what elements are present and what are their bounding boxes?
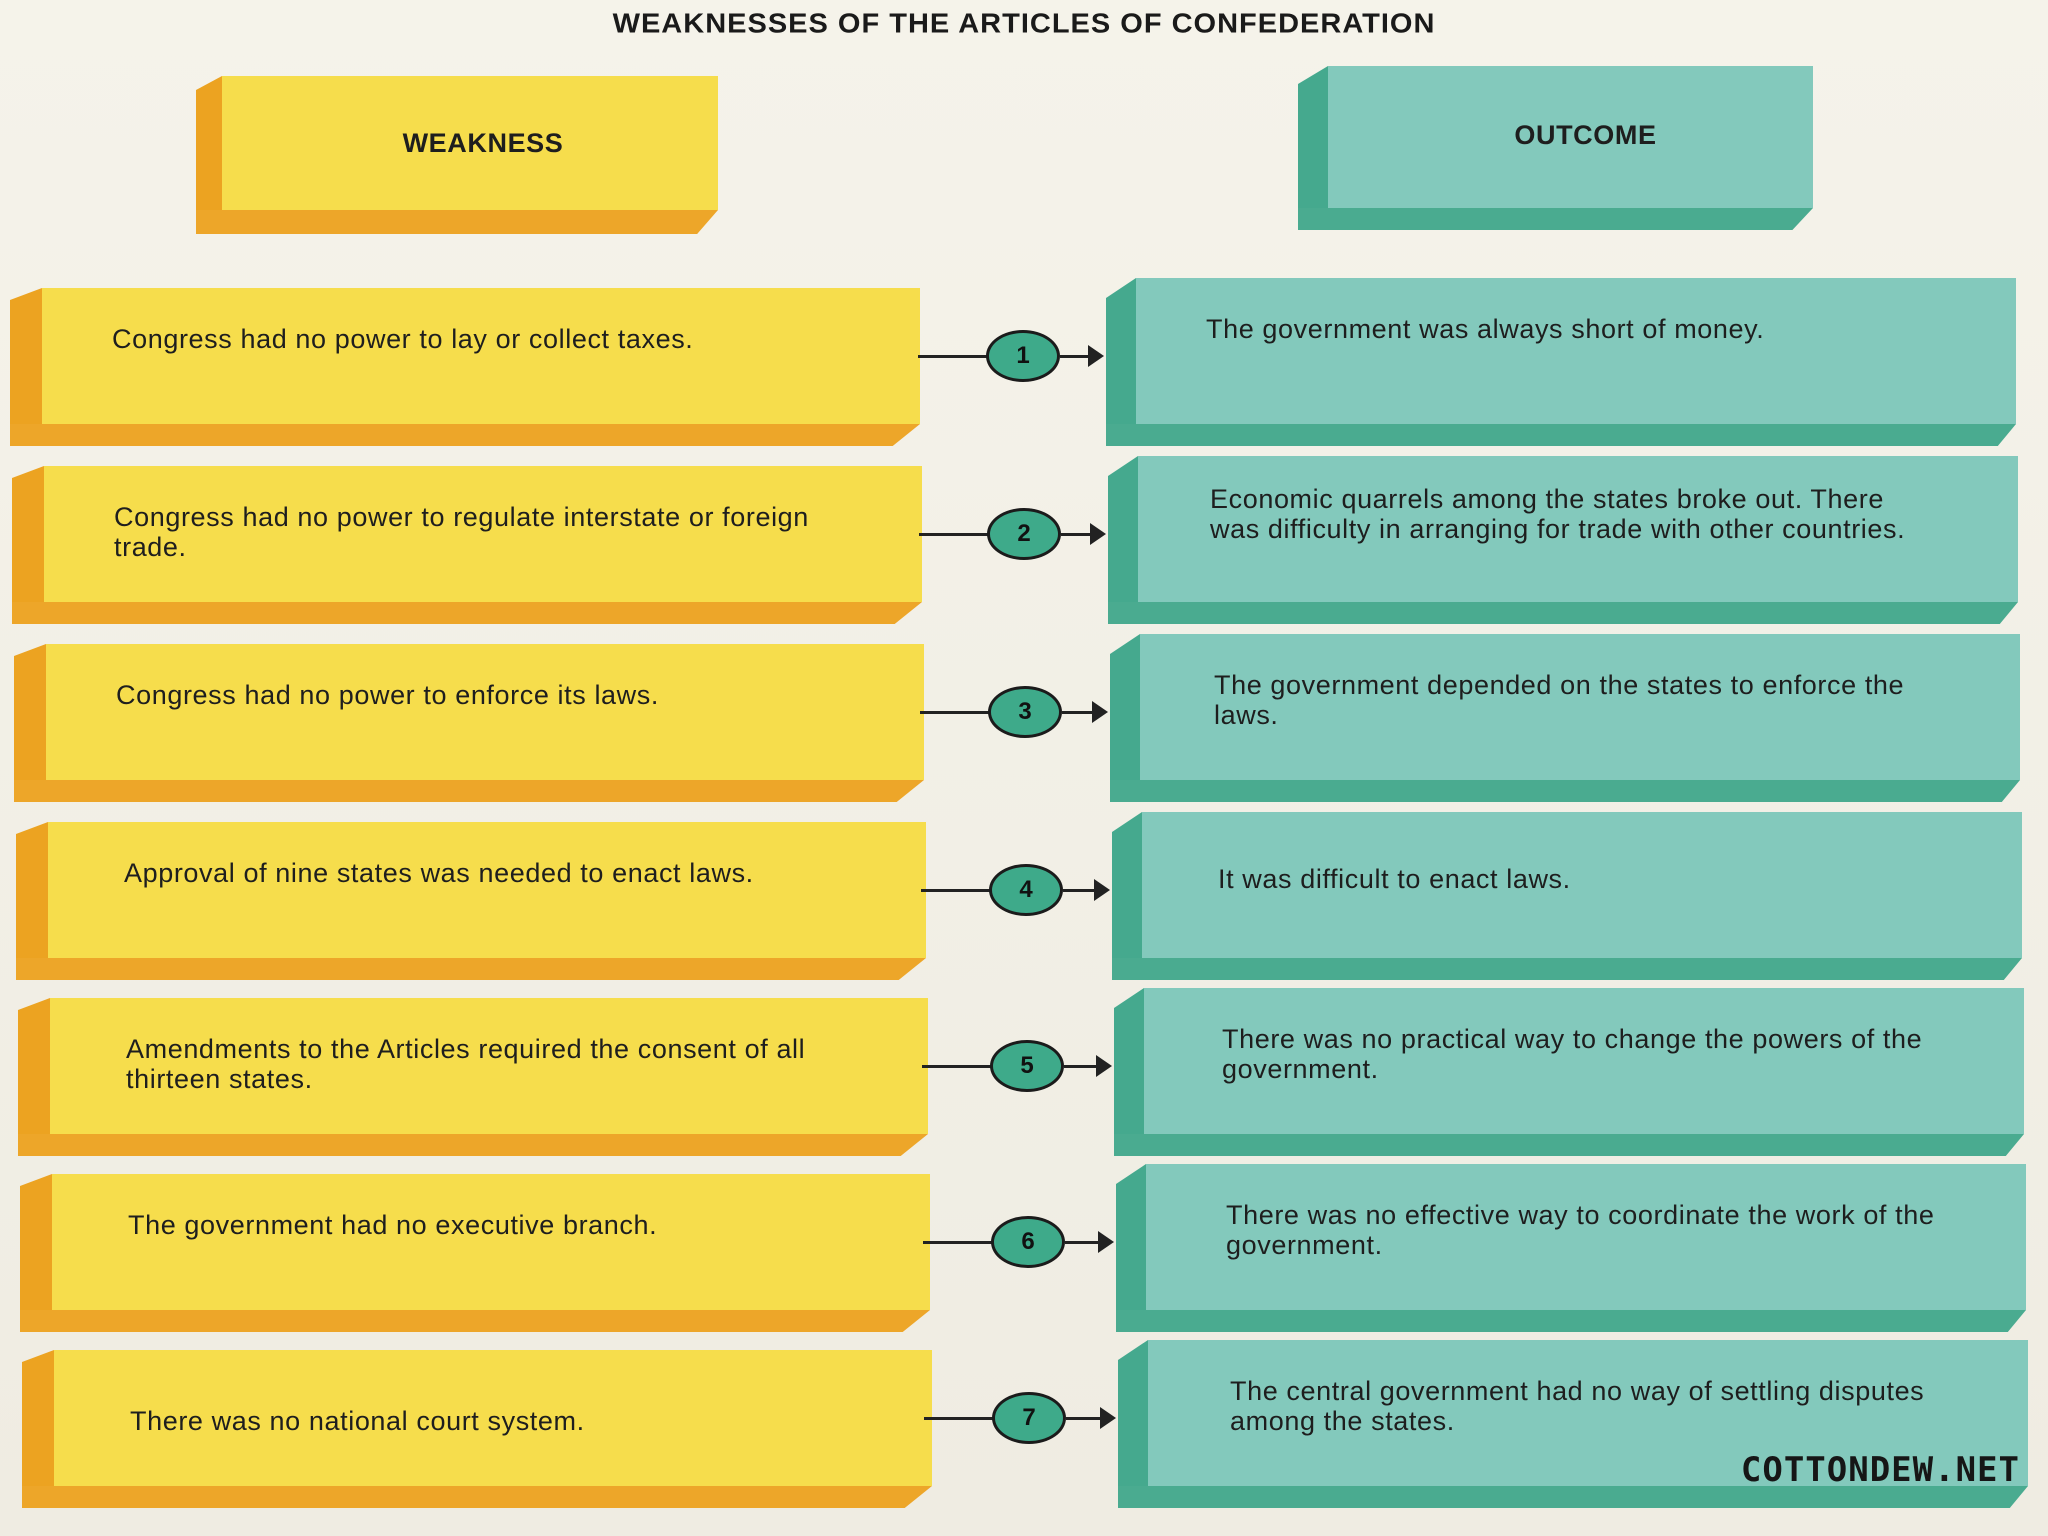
outcome-text: It was difficult to enact laws. xyxy=(1218,864,1571,894)
arrow-right-icon xyxy=(1092,701,1108,723)
weakness-box xyxy=(12,466,922,624)
weakness-header xyxy=(196,76,718,234)
weakness-text: Congress had no power to lay or collect taxes. xyxy=(112,324,694,354)
outcome-box xyxy=(1116,1164,2026,1332)
connector-arrow xyxy=(918,326,1106,386)
outcome-box xyxy=(1112,812,2022,980)
arrow-right-icon xyxy=(1094,879,1110,901)
connector-arrow xyxy=(922,1036,1114,1096)
weakness-text: Congress had no power to regulate interstate or foreign trade. xyxy=(114,502,809,562)
weakness-box xyxy=(14,644,924,802)
weakness-text: The government had no executive branch. xyxy=(128,1210,658,1240)
watermark: COTTONDEW.NET xyxy=(1740,1450,2020,1490)
outcome-header-label: OUTCOME xyxy=(1514,120,1657,150)
outcome-text: The central government had no way of settling disputes among the states. xyxy=(1230,1376,1925,1436)
weakness-text: Amendments to the Articles required the consent of all thirteen states. xyxy=(126,1034,806,1094)
outcome-header xyxy=(1298,66,1813,230)
arrow-right-icon xyxy=(1096,1055,1112,1077)
step-number-badge: 7 xyxy=(992,1392,1066,1444)
weakness-text: Approval of nine states was needed to enact laws. xyxy=(124,858,754,888)
outcome-text: Economic quarrels among the states broke out. There was difficulty in arranging for trade with other countries. xyxy=(1210,484,1906,544)
outcome-box xyxy=(1108,456,2018,624)
arrow-right-icon xyxy=(1090,523,1106,545)
connector-arrow xyxy=(923,1212,1116,1272)
arrow-right-icon xyxy=(1098,1231,1114,1253)
step-number-badge: 5 xyxy=(990,1040,1064,1092)
arrow-right-icon xyxy=(1100,1407,1116,1429)
weakness-text: There was no national court system. xyxy=(130,1406,585,1436)
step-number-badge: 6 xyxy=(991,1216,1065,1268)
outcome-text: There was no effective way to coordinate the work of the government. xyxy=(1226,1200,1935,1260)
weakness-box xyxy=(22,1350,932,1508)
connector-arrow xyxy=(920,682,1110,742)
outcome-box xyxy=(1106,278,2016,446)
weakness-box xyxy=(18,998,928,1156)
connector-arrow xyxy=(921,860,1112,920)
step-number-badge: 4 xyxy=(989,864,1063,916)
weakness-box xyxy=(20,1174,930,1332)
weakness-header-label: WEAKNESS xyxy=(402,128,564,158)
arrow-right-icon xyxy=(1088,345,1104,367)
outcome-text: The government depended on the states to enforce the laws. xyxy=(1214,670,1905,730)
outcome-box xyxy=(1110,634,2020,802)
connector-arrow xyxy=(924,1388,1118,1448)
page-title: WEAKNESSES OF THE ARTICLES OF CONFEDERATION xyxy=(612,8,1436,40)
weakness-text: Congress had no power to enforce its laws. xyxy=(116,680,659,710)
outcome-box xyxy=(1114,988,2024,1156)
step-number-badge: 1 xyxy=(986,330,1060,382)
outcome-text: The government was always short of money. xyxy=(1206,314,1765,344)
step-number-badge: 3 xyxy=(988,686,1062,738)
step-number-badge: 2 xyxy=(987,508,1061,560)
outcome-text: There was no practical way to change the powers of the government. xyxy=(1222,1024,1923,1084)
weakness-box xyxy=(16,822,926,980)
weakness-box xyxy=(10,288,920,446)
connector-arrow xyxy=(919,504,1108,564)
